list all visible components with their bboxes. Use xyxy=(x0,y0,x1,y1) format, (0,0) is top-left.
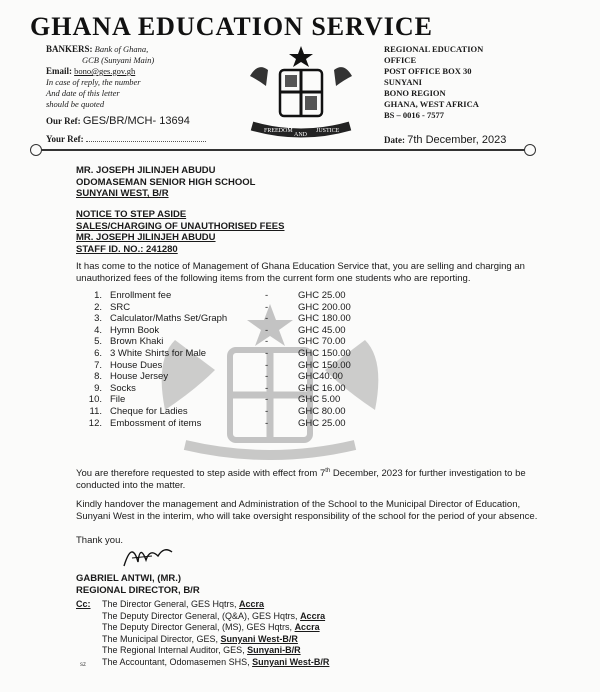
fee-item-amount: GHC 25.00 xyxy=(298,417,346,429)
cc-recipient: The Municipal Director, GES, xyxy=(102,633,221,644)
office-line-7: BS – 0016 - 7577 xyxy=(384,110,444,120)
fee-item-amount: GHC 200.00 xyxy=(298,301,351,313)
fee-item-amount: GHC 70.00 xyxy=(298,336,346,348)
fee-item-row xyxy=(80,383,380,395)
fee-item-dash: - xyxy=(265,347,269,359)
motto-freedom: FREEDOM xyxy=(264,128,293,134)
fee-item-dash: - xyxy=(265,382,269,394)
fee-item-name: Socks xyxy=(110,382,136,394)
subject-line-3: MR. JOSEPH JILINJEH ABUDU xyxy=(76,232,216,243)
cc-row xyxy=(102,645,301,657)
office-line-4: SUNYANI xyxy=(384,77,422,87)
step-aside-sup: th xyxy=(325,468,331,474)
subject-line-1: NOTICE TO STEP ASIDE xyxy=(76,209,187,220)
email-link[interactable]: bono@ges.gov.gh xyxy=(74,66,136,76)
cc-row xyxy=(102,622,320,634)
fee-item-dash: - xyxy=(265,301,269,313)
step-aside-paragraph xyxy=(76,466,546,491)
fee-item-name: Embossment of items xyxy=(110,417,202,429)
cc-row xyxy=(102,599,264,611)
fee-item-row xyxy=(80,406,380,418)
fee-item-amount: GHC 80.00 xyxy=(298,405,346,417)
reply-line-2: And date of this letter xyxy=(46,88,120,98)
cc-recipient: The Deputy Director General, (Q&A), GES Hqtrs, xyxy=(102,610,301,621)
fee-item-amount: GHC 5.00 xyxy=(298,394,341,406)
fee-item-name: SRC xyxy=(110,301,131,313)
motto-and: AND xyxy=(294,132,307,138)
cc-recipient: The Accountant, Odomasemen SHS, xyxy=(102,657,253,667)
addressee-block xyxy=(76,165,255,200)
coat-of-arms-emblem xyxy=(238,40,364,140)
fee-items-list xyxy=(80,290,380,429)
cc-row xyxy=(102,634,298,646)
fee-item-number: 4. xyxy=(94,324,102,336)
bankers-line-2: GCB (Sunyani Main) xyxy=(82,55,155,65)
fee-item-name: House Dues xyxy=(110,359,163,371)
header-divider xyxy=(38,149,528,151)
fee-item-row xyxy=(80,325,380,337)
fee-item-row xyxy=(80,394,380,406)
fee-item-name: 3 White Shirts for Male xyxy=(110,347,207,359)
addressee-line-2: ODOMASEMAN SENIOR HIGH SCHOOL xyxy=(76,176,256,188)
fee-item-amount: GHC 25.00 xyxy=(298,290,346,301)
fee-item-row xyxy=(80,418,380,430)
our-ref-value: GES/BR/MCH- 13694 xyxy=(82,115,190,127)
fee-item-dash: - xyxy=(265,336,269,348)
cc-location: Accra xyxy=(300,610,326,621)
your-ref-label: Your Ref: xyxy=(46,134,84,144)
divider-right-end xyxy=(524,144,536,156)
fee-item-dash: - xyxy=(265,313,269,325)
fee-item-name: Calculator/Maths Set/Graph xyxy=(110,313,228,325)
fee-item-number: 6. xyxy=(94,347,102,359)
subject-line-4: STAFF ID. NO.: 241280 xyxy=(76,243,178,255)
addressee-line-1: MR. JOSEPH JILINJEH ABUDU xyxy=(76,165,216,176)
fee-item-number: 2. xyxy=(94,301,102,313)
office-line-6: GHANA, WEST AFRICA xyxy=(384,99,479,109)
fee-item-dash: - xyxy=(265,417,269,429)
fee-item-number: 10. xyxy=(88,394,102,406)
fee-item-dash: - xyxy=(265,324,269,336)
cc-location: Sunyani West-B/R xyxy=(252,657,330,667)
cc-location: Accra xyxy=(294,622,320,633)
divider-left-end xyxy=(30,144,42,156)
fee-item-name: Brown Khaki xyxy=(110,336,164,348)
subject-block xyxy=(76,209,285,255)
fee-item-dash: - xyxy=(265,394,269,406)
fee-item-amount: GHC 180.00 xyxy=(298,313,351,325)
our-ref-label: Our Ref: xyxy=(46,116,81,126)
cc-location: Accra xyxy=(239,599,265,609)
fee-item-name: File xyxy=(110,394,126,406)
cc-label: Cc: xyxy=(76,599,91,609)
fee-item-number: 8. xyxy=(94,371,102,383)
fee-item-name: House Jersey xyxy=(110,371,169,383)
fee-item-amount: GHC 16.00 xyxy=(298,382,346,394)
office-line-2: OFFICE xyxy=(384,55,417,65)
fee-item-dash: - xyxy=(265,290,269,301)
step-aside-text-b: December, 2023 for further investigation to be conducted into the matter. xyxy=(76,468,526,491)
fee-item-number: 7. xyxy=(94,359,102,371)
bankers-label: BANKERS: xyxy=(46,44,93,54)
email-label: Email: xyxy=(46,66,72,76)
motto-justice: JUSTICE xyxy=(316,128,340,134)
subject-line-2: SALES/CHARGING OF UNAUTHORISED FEES xyxy=(76,220,285,232)
fee-item-row xyxy=(80,360,380,372)
cc-location: Sunyani-B/R xyxy=(247,645,301,656)
office-line-3: POST OFFICE BOX 30 xyxy=(384,66,472,76)
letter-date xyxy=(384,134,506,146)
your-ref xyxy=(46,134,206,144)
cc-recipient: The Deputy Director General, (MS), GES Hqtrs, xyxy=(102,622,295,633)
date-label: Date: xyxy=(384,135,405,145)
fee-item-name: Hymn Book xyxy=(110,324,160,336)
fee-item-row xyxy=(80,313,380,325)
fee-item-row xyxy=(80,348,380,360)
cc-recipient: The Regional Internal Auditor, GES, xyxy=(102,645,248,656)
fee-item-row xyxy=(80,302,380,314)
letterhead-right xyxy=(384,44,574,121)
our-ref xyxy=(46,115,190,127)
date-value: 7th December, 2023 xyxy=(407,134,507,146)
fee-item-amount: GHC 150.00 xyxy=(298,359,351,371)
cc-row xyxy=(102,611,325,623)
fee-item-amount: GHC 45.00 xyxy=(298,324,346,336)
fee-item-name: Enrollment fee xyxy=(110,290,172,301)
intro-paragraph: It has come to the notice of Management of Ghana Education Service that, you are selling and charging an unauthorized fees of the following items from the current form one students who are reporting. xyxy=(76,261,525,284)
bankers-line-1: Bank of Ghana, xyxy=(94,44,149,54)
signatory-name: GABRIEL ANTWI, (MR.) xyxy=(76,573,182,584)
closing-text: Thank you. xyxy=(76,535,123,546)
signatory-title: REGIONAL DIRECTOR, B/R xyxy=(76,584,200,596)
fee-item-number: 3. xyxy=(94,313,102,325)
handwritten-signature xyxy=(118,538,178,572)
signatory-block xyxy=(76,573,200,596)
fee-item-amount: GHC 150.00 xyxy=(298,347,351,359)
handover-paragraph: Kindly handover the management and Administration of the School to the Municipal Director of Education, Sunyani West in the interim, who will take oversight responsibility of the school for the period of your absence. xyxy=(76,499,538,522)
fee-item-amount: GHC40.00 xyxy=(298,371,343,383)
office-line-1: REGIONAL EDUCATION xyxy=(384,44,484,54)
addressee-line-3: SUNYANI WEST, B/R xyxy=(76,188,169,199)
cc-row xyxy=(102,657,329,669)
reply-line-1: In case of reply, the number xyxy=(46,77,141,87)
sz-mark: sz xyxy=(80,662,86,668)
cc-recipient: The Director General, GES Hqtrs, xyxy=(102,599,240,609)
cc-location: Sunyani West-B/R xyxy=(220,633,298,644)
fee-item-dash: - xyxy=(265,371,269,383)
fee-item-number: 1. xyxy=(94,290,102,301)
fee-item-dash: - xyxy=(265,405,269,417)
letterhead-title: GHANA EDUCATION SERVICE xyxy=(30,12,433,41)
fee-item-number: 5. xyxy=(94,336,102,348)
fee-item-number: 11. xyxy=(89,405,102,417)
fee-item-number: 12. xyxy=(88,417,102,429)
fee-item-name: Cheque for Ladies xyxy=(110,405,188,417)
reply-line-3: should be quoted xyxy=(46,99,105,109)
fee-item-row xyxy=(80,371,380,383)
fee-item-dash: - xyxy=(265,359,269,371)
fee-item-row xyxy=(80,290,380,302)
fee-item-row xyxy=(80,336,380,348)
fee-item-number: 9. xyxy=(94,382,102,394)
office-line-5: BONO REGION xyxy=(384,88,446,98)
letterhead-left xyxy=(46,44,236,110)
step-aside-text-a: You are therefore requested to step aside with effect from 7 xyxy=(76,468,326,480)
